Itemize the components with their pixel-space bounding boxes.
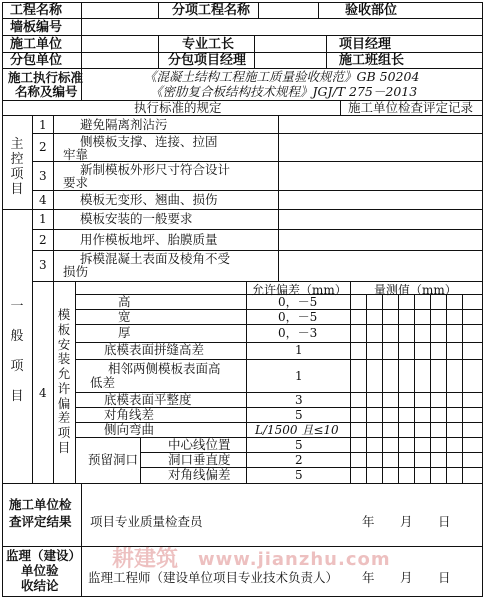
- col-line: [318, 2, 319, 19]
- col-line: [414, 294, 415, 483]
- general-item-no-2: 2: [39, 233, 47, 247]
- result-label-line-1: 施工单位检: [9, 497, 72, 512]
- hole-tolerance-value: 2: [295, 453, 303, 467]
- col-line: [340, 100, 341, 116]
- measured-value-header: 量测值（mm）: [374, 283, 457, 297]
- general-item-text-3b: 损伤: [63, 264, 89, 279]
- row-line: [75, 437, 483, 438]
- main-item-text-4: 模板无变形、翘曲、损伤: [80, 192, 218, 207]
- col-line: [53, 115, 54, 483]
- col-line: [278, 115, 279, 281]
- col-line: [326, 35, 327, 68]
- general-item-no-1: 1: [39, 212, 47, 226]
- col-line: [246, 281, 247, 483]
- tolerance-value: 0，－5: [278, 310, 318, 324]
- supervision-label-line-2: 单位验: [21, 563, 59, 578]
- col-line: [430, 294, 431, 483]
- table-border-right: [482, 2, 483, 596]
- construction-unit-label: 施工单位: [10, 37, 63, 52]
- tolerance-value: 1: [295, 343, 303, 357]
- team-leader-label: 施工班组长: [339, 53, 405, 68]
- allowable-deviation-header: 允许偏差（mm）: [252, 283, 347, 297]
- tolerance-items-label: 模板安装允许偏差项目: [57, 307, 71, 455]
- tolerance-name-line-2: 低差: [90, 375, 116, 390]
- main-item-no-3: 3: [39, 169, 47, 183]
- col-line: [140, 437, 141, 483]
- main-item-no-4: 4: [39, 193, 47, 207]
- table-border-left: [2, 2, 3, 596]
- col-line: [158, 35, 159, 68]
- row-line: [2, 35, 483, 36]
- row-line: [2, 209, 483, 210]
- general-item-text-3a: 拆模混凝土表面及棱角不受: [80, 251, 231, 266]
- supervising-engineer-label: 监理工程师（建设单位项目专业技术负责人）: [88, 570, 339, 585]
- table-border-bottom: [2, 596, 483, 597]
- col-line: [81, 483, 82, 596]
- row-line: [32, 190, 483, 191]
- supervision-day: 日: [438, 570, 451, 585]
- general-item-no-3: 3: [39, 258, 47, 272]
- tolerance-value: 5: [295, 408, 303, 422]
- col-line: [258, 2, 259, 19]
- watermark-url: www.jianzhu.com: [198, 549, 391, 570]
- supervision-label-line-1: 监理（建设）: [6, 548, 82, 563]
- row-line: [32, 281, 483, 282]
- row-line: [75, 324, 483, 325]
- tolerance-value: 3: [295, 393, 303, 407]
- sub-project-manager-label: 分包项目经理: [168, 53, 247, 68]
- standard-label-line-1: 施工执行标准: [8, 70, 84, 85]
- subcontractor-label: 分包单位: [10, 53, 63, 68]
- col-line: [398, 294, 399, 483]
- result-day: 日: [438, 514, 451, 529]
- row-line: [2, 18, 483, 19]
- tolerance-name: 对角线差: [104, 407, 155, 422]
- row-line: [2, 115, 483, 116]
- hole-tolerance-name: 洞口垂直度: [168, 452, 231, 467]
- hole-tolerance-value: 5: [295, 438, 303, 452]
- inspection-header: 施工单位检查评定记录: [348, 100, 474, 115]
- supervision-month: 月: [400, 570, 413, 585]
- tolerance-name: 侧向弯曲: [104, 422, 155, 437]
- tolerance-name: 宽: [118, 309, 131, 324]
- main-item-no-1: 1: [39, 118, 47, 132]
- col-line: [446, 294, 447, 483]
- main-item-text-3a: 新制模板外形尺寸符合设计: [80, 162, 231, 177]
- main-control-label: 主控项目: [10, 137, 24, 197]
- acceptance-part-label: 验收部位: [345, 3, 398, 18]
- hole-tolerance-value: 5: [295, 468, 303, 482]
- col-line: [254, 35, 255, 68]
- main-item-text-1: 避免隔离剂沾污: [80, 117, 168, 132]
- standard-2: 《密肋复合板结构技术规程》JGJ/T 275－2013: [150, 84, 418, 99]
- wall-panel-no-label: 墙板编号: [10, 20, 63, 35]
- inspection-record-form: [2, 2, 483, 596]
- row-line: [2, 546, 483, 547]
- sub-project-name-label: 分项工程名称: [172, 3, 251, 18]
- hole-tolerance-name: 中心线位置: [168, 437, 231, 452]
- general-item-no-4: 4: [39, 386, 47, 400]
- hole-tolerance-name: 对角线偏差: [168, 467, 231, 482]
- col-line: [75, 281, 76, 483]
- tolerance-name-line-1: 相邻两侧模板表面高: [108, 361, 221, 376]
- tolerance-name: 高: [118, 294, 131, 309]
- col-line: [158, 2, 159, 19]
- supervision-label-line-3: 收结论: [21, 578, 59, 593]
- quality-inspector-label: 项目专业质量检查员: [90, 514, 203, 529]
- result-year: 年: [362, 514, 375, 529]
- general-item-text-1: 模板安装的一般要求: [80, 211, 193, 226]
- main-item-no-2: 2: [39, 140, 47, 154]
- general-label: 一般项目: [10, 299, 24, 404]
- col-line: [462, 294, 463, 483]
- row-line: [75, 359, 483, 360]
- standard-label-line-2: 名称及编号: [15, 84, 78, 99]
- supervision-year: 年: [362, 570, 375, 585]
- project-manager-label: 项目经理: [339, 37, 392, 52]
- result-month: 月: [400, 514, 413, 529]
- general-item-text-2: 用作模板地坪、胎膜质量: [80, 232, 218, 247]
- col-line: [382, 294, 383, 483]
- result-label-line-2: 查评定结果: [9, 514, 72, 529]
- col-line: [366, 294, 367, 483]
- col-line: [350, 281, 351, 483]
- main-item-text-3b: 要求: [63, 175, 89, 190]
- tolerance-name: 厚: [118, 325, 131, 340]
- main-item-text-2a: 侧模板支撑、连接、拉固: [80, 134, 218, 149]
- reserved-hole-label: 预留洞口: [88, 452, 139, 467]
- row-line: [2, 483, 483, 484]
- tolerance-value: 0，－5: [278, 295, 318, 309]
- main-item-text-2b: 牢靠: [63, 147, 89, 162]
- tolerance-value: 0，－3: [278, 326, 318, 340]
- professional-foreman-label: 专业工长: [182, 37, 235, 52]
- tolerance-value: L/1500 且≤10: [255, 423, 339, 437]
- col-line: [81, 2, 82, 100]
- spec-header: 执行标准的规定: [134, 100, 222, 115]
- row-line: [32, 229, 483, 230]
- tolerance-name: 底模表面平整度: [104, 392, 192, 407]
- project-name-label: 工程名称: [10, 3, 63, 18]
- tolerance-value: 1: [295, 369, 303, 383]
- col-line: [32, 115, 33, 483]
- watermark-logo: 耕建筑: [112, 547, 179, 572]
- standard-1: 《混凝土结构工程施工质量验收规范》GB 50204: [144, 69, 420, 84]
- tolerance-name: 底模表面拼缝高差: [104, 342, 205, 357]
